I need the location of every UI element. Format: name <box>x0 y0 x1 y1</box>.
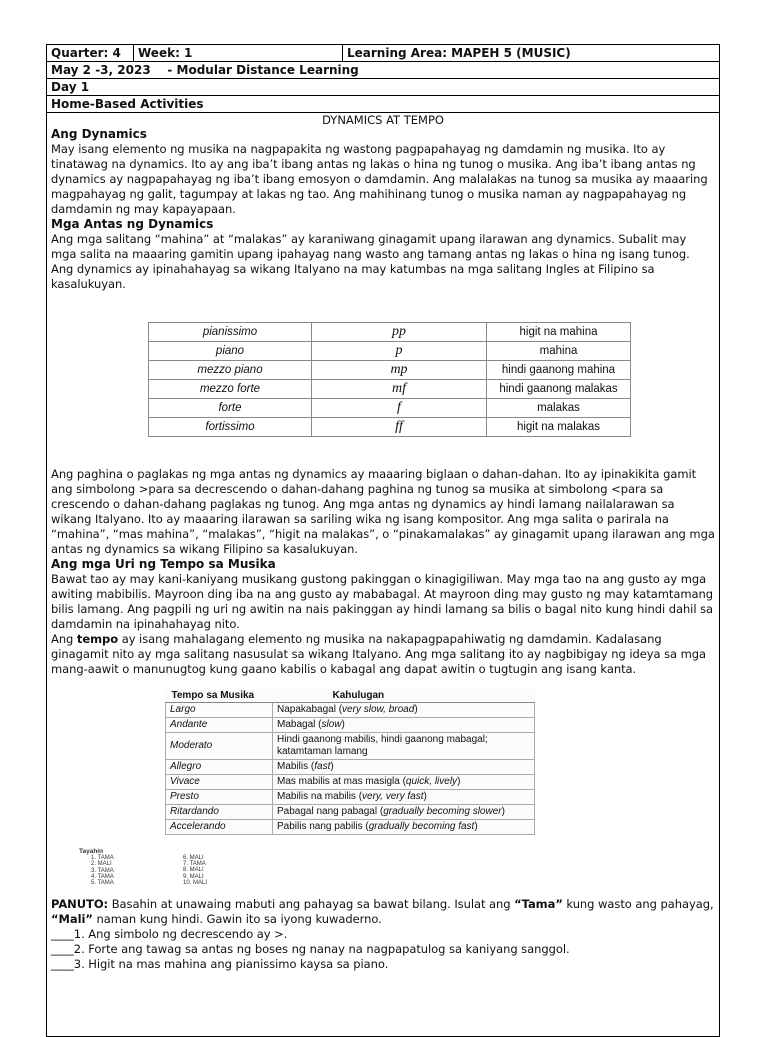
answer-key-col-2 <box>183 855 207 886</box>
module-page <box>46 44 720 1037</box>
dynamics-name: fortissimo <box>149 418 312 437</box>
answer-key <box>79 849 715 897</box>
dynamics-symbol: ff <box>312 418 487 437</box>
table-row <box>149 380 631 399</box>
dynamics-symbol: f <box>312 399 487 418</box>
tempo-term: Presto <box>166 790 273 805</box>
answer-item: 3. TAMA <box>91 867 114 874</box>
header-table <box>46 44 720 113</box>
tempo-bold-word: tempo <box>76 632 119 646</box>
dynamics-name: pianissimo <box>149 323 312 342</box>
dynamics-symbol: pp <box>312 323 487 342</box>
answer-item: 7. TAMA <box>183 861 206 868</box>
table-row <box>149 418 631 437</box>
tama-word: “Tama” <box>514 897 563 911</box>
page-title: DYNAMICS AT TEMPO <box>322 113 444 127</box>
tempo-term: Vivace <box>166 775 273 790</box>
dynamics-symbol: p <box>312 342 487 361</box>
dynamics-name: mezzo piano <box>149 361 312 380</box>
tempo-table <box>165 689 535 835</box>
quiz-item: ____3. Higit na mas mahina ang pianissimo kaysa sa piano. <box>51 957 389 971</box>
tempo-meaning: Napakabagal (very slow, broad) <box>273 703 535 718</box>
tempo-header: Tempo sa Musika <box>166 689 273 703</box>
answer-item: 10. MALI <box>183 879 208 886</box>
dynamics-meaning: mahina <box>487 342 631 361</box>
dynamics-meaning: malakas <box>487 399 631 418</box>
dynamics-meaning: higit na malakas <box>487 418 631 437</box>
table-row <box>166 790 535 805</box>
table-row <box>149 399 631 418</box>
tempo-text-a: Ang <box>51 632 77 646</box>
antas-heading: Mga Antas ng Dynamics <box>51 217 214 231</box>
table-row <box>166 760 535 775</box>
week-cell: Week: 1 <box>134 45 343 62</box>
mali-word: “Mali” <box>51 912 93 926</box>
tempo-meaning: Mabagal (slow) <box>273 718 535 733</box>
dynamics-table <box>148 322 631 437</box>
dynamics-meaning: higit na mahina <box>487 323 631 342</box>
answer-item: 8. MALI <box>183 867 204 874</box>
day-cell: Day 1 <box>47 79 720 96</box>
dynamics-symbol: mp <box>312 361 487 380</box>
table-row <box>166 820 535 835</box>
tempo-heading: Ang mga Uri ng Tempo sa Musika <box>51 557 276 571</box>
panuto-label: PANUTO: <box>51 897 109 911</box>
tempo-meaning: Hindi gaanong mabilis, hindi gaanong mabagal; katamtaman lamang <box>273 733 535 760</box>
dynamics-name: mezzo forte <box>149 380 312 399</box>
tempo-term: Ritardando <box>166 805 273 820</box>
table-row <box>149 342 631 361</box>
tempo-paragraph-2 <box>51 632 715 677</box>
tempo-paragraph-1: Bawat tao ay may kani-kaniyang musikang gustong pakinggan o kinagigiliwan. May mga tao na ang gusto ay mga awiting mabibilis. Mayroon ding iba na ang gusto ay mababagal. At mayroon ding may gusto ng may katamtamang bilis lamang. Ang pagpili ng uri ng awitin na nais pakinggan ay hindi lamang sa bilis o bagal nito kung hindi dahil sa damdamin na ipinahahayag nito. <box>51 572 714 631</box>
quiz-item: ____1. Ang simbolo ng decrescendo ay >. <box>51 927 288 941</box>
tempo-term: Andante <box>166 718 273 733</box>
answer-item: 9. MALI <box>183 873 204 880</box>
tempo-meaning: Mas mabilis at mas masigla (quick, lively) <box>273 775 535 790</box>
answer-key-col-1 <box>79 849 114 886</box>
answer-item: 5. TAMA <box>91 880 114 887</box>
kahulugan-header: Kahulugan <box>273 689 535 703</box>
answer-key-title: Tayahin <box>79 848 104 855</box>
answer-item: 2. MALI <box>91 861 112 868</box>
tempo-term: Accelerando <box>166 820 273 835</box>
dynamics-heading: Ang Dynamics <box>51 127 147 141</box>
tempo-meaning: Mabilis (fast) <box>273 760 535 775</box>
table-row <box>166 733 535 760</box>
antas-paragraph: Ang mga salitang “mahina” at “malakas” ay karaniwang ginagamit upang ilarawan ang dynamics. Subalit may mga salita na maaaring gamitin upang ipahayag nang wasto ang tamang antas ng lakas o hina ng isang tunog. Ang dynamics ay ipinahahayag sa wikang Italyano na may katumbas na mga salitang Ingles at Filipino sa kasalukuyan. <box>51 232 690 291</box>
dynamics-name: forte <box>149 399 312 418</box>
answer-item: 4. TAMA <box>91 873 114 880</box>
dynamics-meaning: hindi gaanong mahina <box>487 361 631 380</box>
answer-item: 1. TAMA <box>91 855 114 862</box>
dynamics-paragraph: May isang elemento ng musika na nagpapakita ng wastong pagpapahayag ng damdamin ng musika. Ito ay tinatawag na dynamics. Ito ay ang iba’t ibang antas ng lakas o hina ng tunog o musika. Ang iba’t ibang antas ng dynamics ay nagpapahayag ng iba’t ibang emosyon o damdamin. Ang malalakas na tunog sa musika ay maaaring magpahayag ng galit, tagumpay at lakas ng tao. Ang mahihinang tunog o musika naman ay nagpapahayag ng damdamin ng may kapayapaan. <box>51 142 708 216</box>
tempo-meaning: Mabilis na mabilis (very, very fast) <box>273 790 535 805</box>
tempo-term: Largo <box>166 703 273 718</box>
dynamics-name: piano <box>149 342 312 361</box>
tempo-term: Moderato <box>166 733 273 760</box>
date-cell: May 2 -3, 2023 - Modular Distance Learning <box>47 62 720 79</box>
table-row <box>166 775 535 790</box>
panuto-instructions: PANUTO: Basahin at unawaing mabuti ang pahayag sa bawat bilang. Isulat ang “Tama” kung wasto ang pahayag, “Mali” naman kung hindi. Gawin ito sa iyong kuwaderno. <box>51 897 714 926</box>
answer-item: 6. MALI <box>183 855 204 861</box>
tempo-meaning: Pabilis nang pabilis (gradually becoming fast) <box>273 820 535 835</box>
content-box <box>46 113 720 1037</box>
dynamics-meaning: hindi gaanong malakas <box>487 380 631 399</box>
learning-area-cell: Learning Area: MAPEH 5 (MUSIC) <box>343 45 720 62</box>
table-row <box>166 703 535 718</box>
table-row <box>149 323 631 342</box>
quiz-item: ____2. Forte ang tawag sa antas ng boses ng nanay na nagpapatulog sa kaniyang sanggol. <box>51 942 570 956</box>
tempo-meaning: Pabagal nang pabagal (gradually becoming slower) <box>273 805 535 820</box>
quarter-cell: Quarter: 4 <box>47 45 134 62</box>
paghina-paragraph: Ang paghina o paglakas ng mga antas ng dynamics ay maaaring biglaan o dahan-dahan. Ito ay ipinakikita gamit ang simbolong >para sa decrescendo o dahan-dahang paghina ng tunog sa musika at simbolong <para sa crescendo o dahan-dahang paglakas ng tunog. Ang mga antas ng dynamics ay hindi lamang nailalarawan sa wikang Italyano. Ito ay maaaring ilarawan sa sariling wika ng isang kompositor. Ang mga salita o parirala na “mahina”, “mas mahina”, “malakas”, “higit na malakas”, o “pinakamalakas” ay ginagamit upang ilarawan ang mga antas ng dynamics sa wikang Filipino sa kasalukuyan. <box>51 467 715 556</box>
table-row <box>166 805 535 820</box>
table-row <box>149 361 631 380</box>
tempo-term: Allegro <box>166 760 273 775</box>
activities-cell: Home-Based Activities <box>47 96 720 113</box>
table-row <box>166 718 535 733</box>
tempo-text-b: ay isang mahalagang elemento ng musika na nakapagpapahiwatig ng damdamin. Kadalasang ginagamit nito ay mga salitang nasusulat sa wikang Italyano. Ang mga salitang ito ay nagbibigay ng ideya sa mga mang-aawit o manunugtog kung gaano kabilis o kabagal ang dapat awitin o tugtugin ang isang kanta. <box>51 632 707 676</box>
dynamics-symbol: mf <box>312 380 487 399</box>
